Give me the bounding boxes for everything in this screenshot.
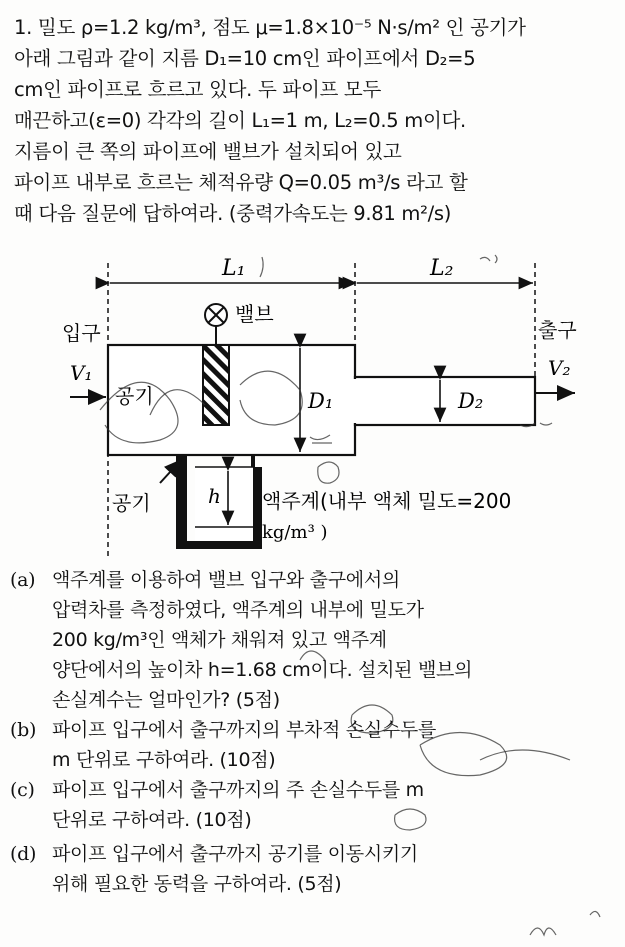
question-line: 파이프 입구에서 출구까지의 주 손실수두를 m: [52, 779, 424, 801]
question-line: m 단위로 구하여라. (10점): [52, 749, 276, 771]
air-label: 공기: [112, 491, 151, 515]
question-label: (a): [10, 569, 36, 591]
problem-line: 때 다음 질문에 답하여라. (중력가속도는 9.81 m²/s): [14, 202, 452, 225]
question-line: 200 kg/m³인 액체가 채워져 있고 액주계: [52, 629, 387, 651]
L1-label: L₁: [222, 256, 246, 281]
air-in-pipe-label: 공기: [115, 384, 154, 408]
question-line: 손실계수는 얼마인가? (5점): [52, 689, 280, 711]
question-line: 위해 필요한 동력을 구하여라. (5점): [52, 873, 342, 895]
h-label: h: [208, 484, 221, 508]
problem-line: 1. 밀도 ρ=1.2 kg/m³, 점도 μ=1.8×10⁻⁵ N·s/m² 인 공기가: [14, 16, 526, 39]
question-line: 양단에서의 높이차 h=1.68 cm이다. 설치된 밸브의: [52, 659, 473, 681]
L2-label: L₂: [430, 256, 454, 281]
D2-label: D₂: [458, 389, 484, 413]
manometer-label-unit: kg/m³ ): [262, 522, 328, 543]
V2-label: V₂: [548, 356, 571, 380]
inlet-label: 입구: [62, 321, 101, 345]
question-line: 액주계를 이용하여 밸브 입구와 출구에서의: [52, 569, 400, 591]
question-line: 파이프 입구에서 출구까지 공기를 이동시키기: [52, 843, 418, 865]
problem-line: 매끈하고(ε=0) 각각의 길이 L₁=1 m, L₂=0.5 m이다.: [14, 109, 466, 132]
problem-line: cm인 파이프로 흐르고 있다. 두 파이프 모두: [14, 78, 381, 101]
V1-label: V₁: [70, 361, 93, 385]
manometer-label: 액주계(내부 액체 밀도=200: [262, 489, 512, 513]
problem-line: 파이프 내부로 흐르는 체적유량 Q=0.05 m³/s 라고 할: [14, 171, 468, 194]
problem-line: 아래 그림과 같이 지름 D₁=10 cm인 파이프에서 D₂=5: [14, 47, 476, 70]
problem-line: 지름이 큰 쪽의 파이프에 밸브가 설치되어 있고: [14, 140, 402, 163]
question-line: 압력차를 측정하였다, 액주계의 내부에 밀도가: [52, 599, 424, 621]
question-line: 단위로 구하여라. (10점): [52, 809, 252, 831]
question-label: (b): [10, 719, 37, 741]
question-label: (d): [10, 843, 37, 865]
question-label: (c): [10, 779, 35, 801]
question-line: 파이프 입구에서 출구까지의 부차적 손실수두를: [52, 719, 437, 741]
outlet-label: 출구: [538, 318, 577, 342]
D1-label: D₁: [308, 389, 334, 413]
valve-label: 밸브: [235, 302, 274, 326]
